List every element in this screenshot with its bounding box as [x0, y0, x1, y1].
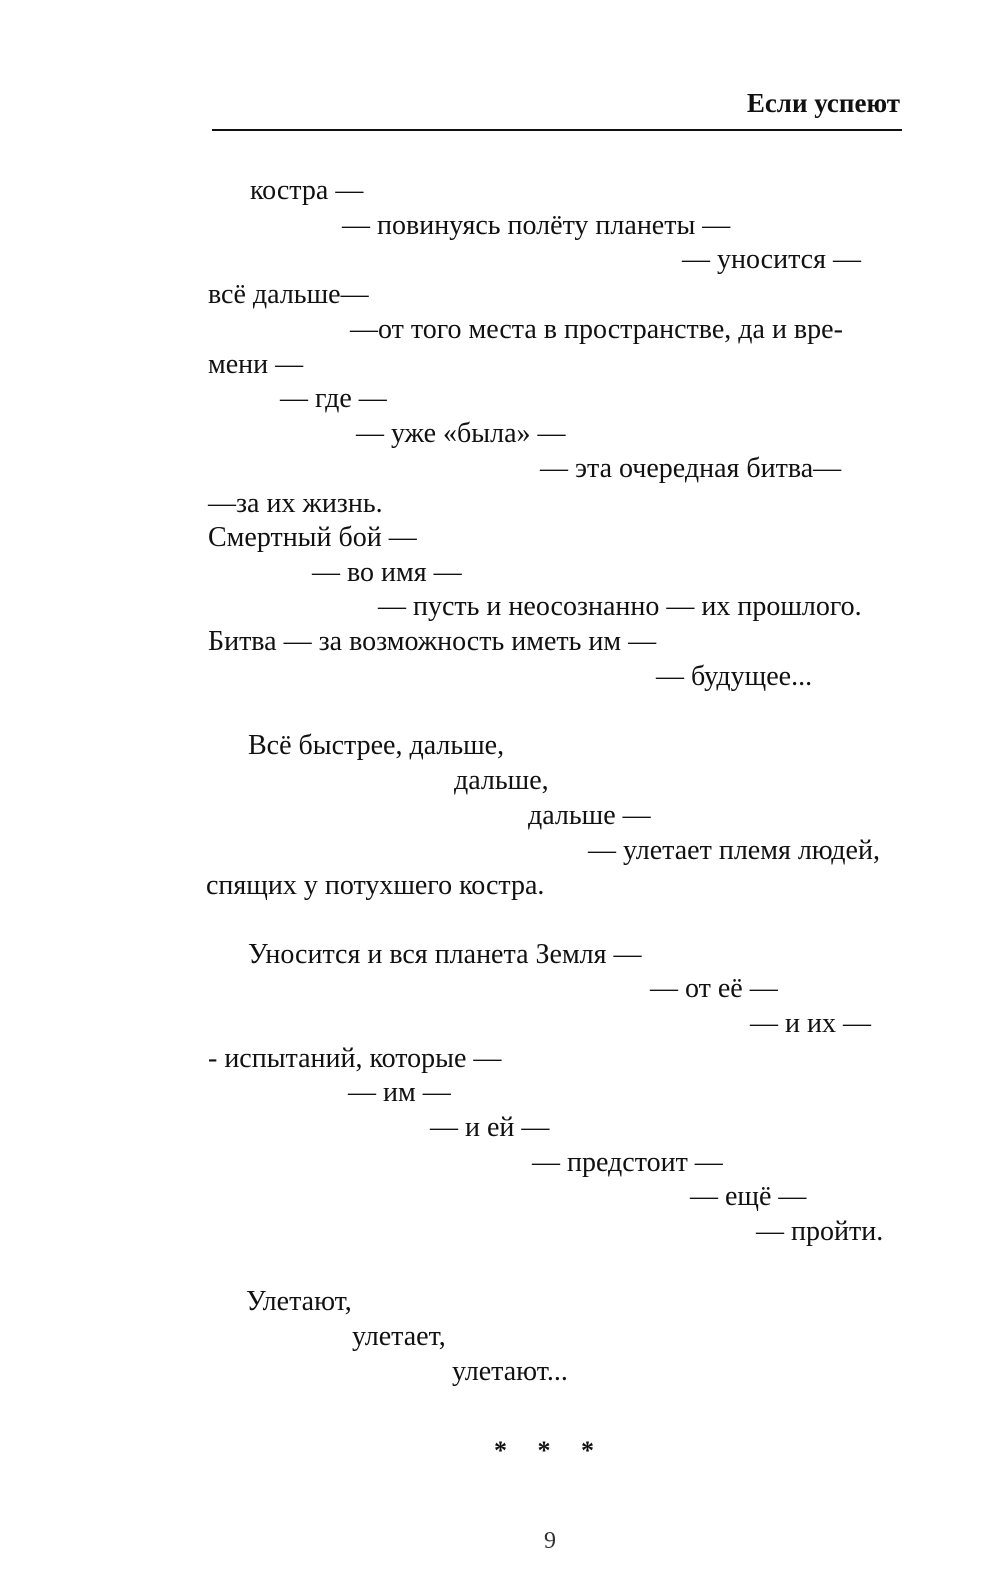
poem-line: — им — [348, 1077, 451, 1108]
poem-line: — уже «была» — [356, 418, 566, 449]
poem-line: улетают... [452, 1356, 568, 1387]
poem-line: - испытаний, которые — [208, 1043, 502, 1074]
poem-line: дальше — [528, 800, 651, 831]
section-divider: * * * [494, 1436, 606, 1465]
header-rule [212, 129, 902, 131]
poem-line: — пусть и неосознанно — их прошлого. [378, 591, 862, 622]
poem-line: всё дальше— [208, 279, 369, 310]
page-number: 9 [544, 1528, 556, 1554]
poem-line: — улетает племя людей, [588, 835, 880, 866]
poem-line: — предстоит — [532, 1147, 723, 1178]
poem-line: Улетают, [246, 1286, 352, 1317]
poem-line: — и их — [750, 1008, 871, 1039]
poem-line: —от того места в пространстве, да и вре- [350, 314, 843, 345]
poem-line: — повинуясь полёту планеты — [342, 210, 731, 241]
poem-line: улетает, [352, 1321, 446, 1352]
poem-line: — и ей — [430, 1112, 550, 1143]
poem-line: — во имя — [312, 557, 462, 588]
poem-line: — где — [280, 383, 387, 414]
poem-line: мени — [208, 349, 304, 380]
running-head: Если успеют [746, 88, 900, 118]
poem-line: Смертный бой — [208, 522, 417, 553]
poem-line: дальше, [454, 765, 549, 796]
poem-line: — ещё — [690, 1181, 807, 1212]
poem-line: — пройти. [756, 1216, 884, 1247]
poem-line: — будущее... [656, 661, 813, 692]
poem-line: Битва — за возможность иметь им — [208, 626, 657, 657]
poem-line: — эта очередная битва— [540, 453, 842, 484]
poem-line: — от её — [650, 973, 778, 1004]
poem-line: Уносится и вся планета Земля — [248, 939, 642, 970]
poem-line: Всё быстрее, дальше, [248, 730, 505, 761]
poem-line: костра — [250, 175, 364, 206]
poem-line: —за их жизнь. [208, 488, 383, 519]
poem-line: — уносится — [682, 244, 861, 275]
poem-line: спящих у потухшего костра. [206, 870, 545, 901]
